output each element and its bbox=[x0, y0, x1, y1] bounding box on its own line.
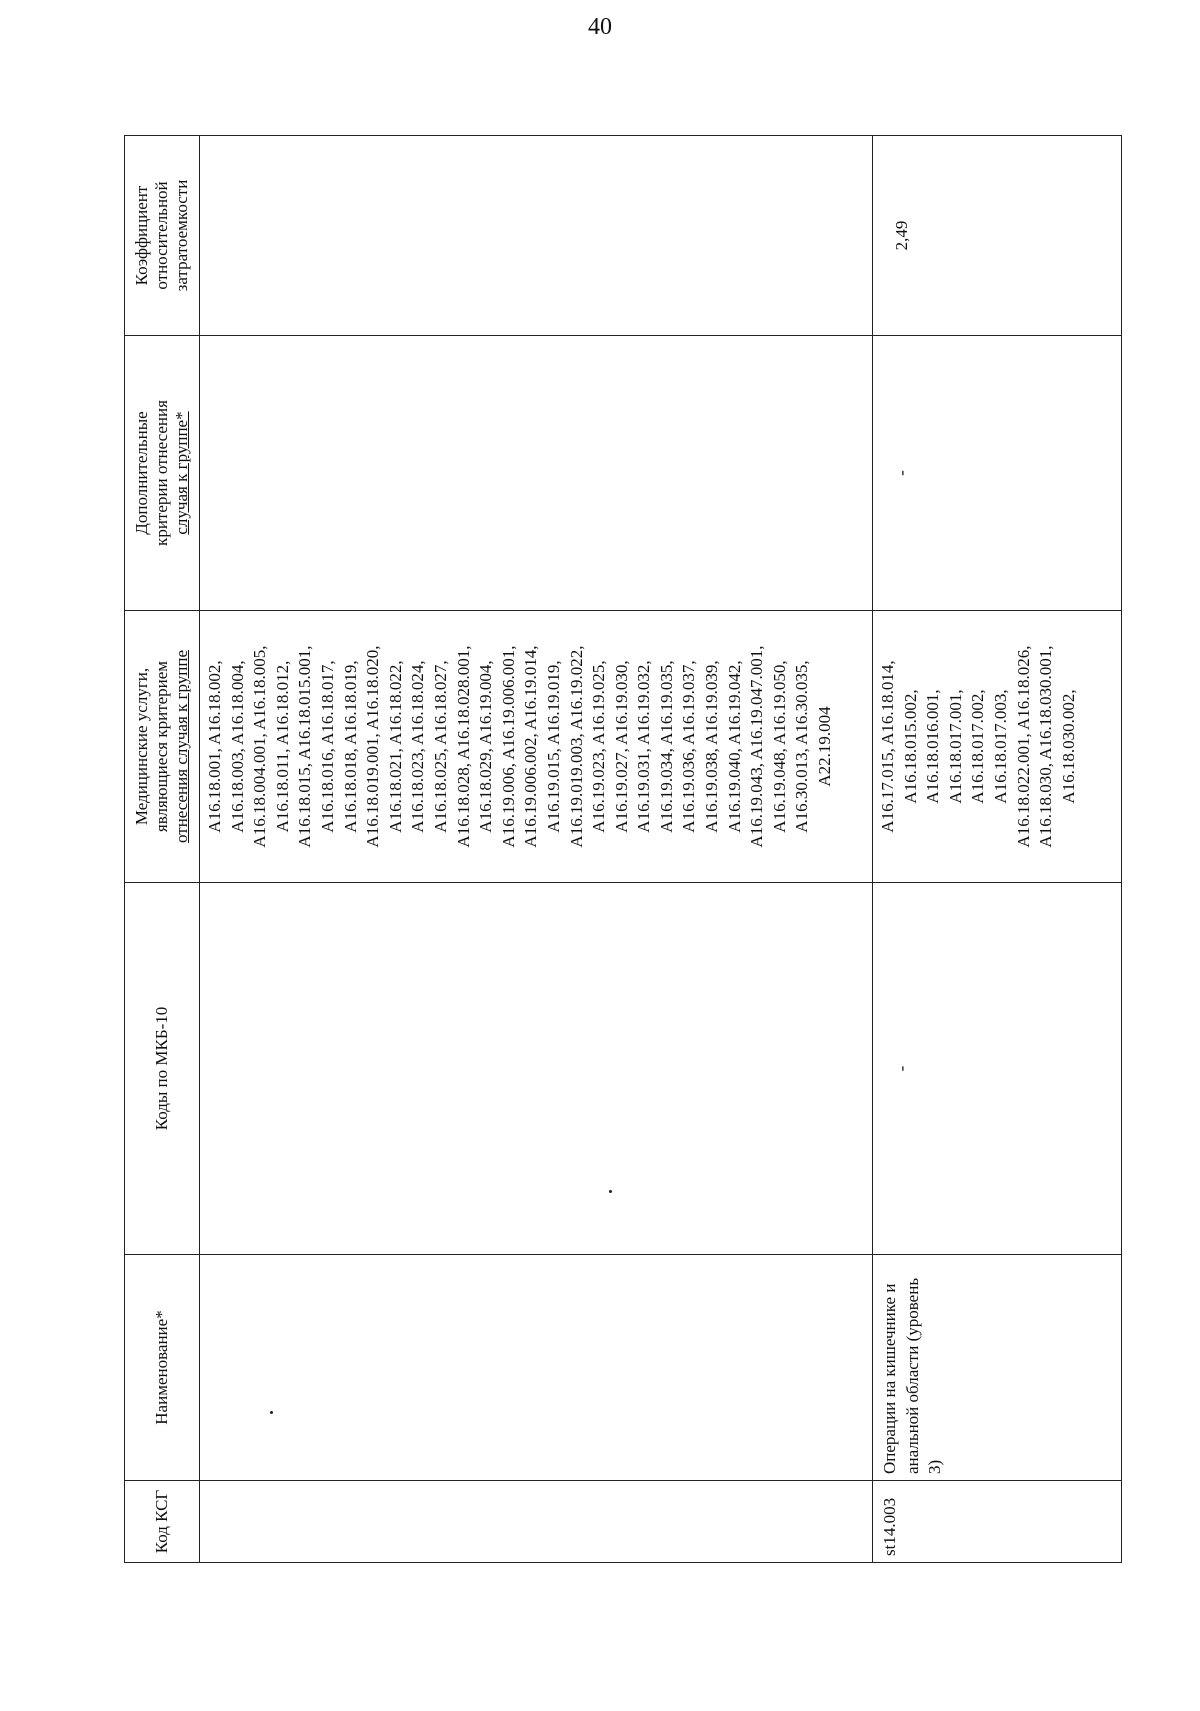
service-code-line: A16.18.001, A16.18.002, bbox=[205, 660, 224, 833]
table-row bbox=[200, 136, 873, 1563]
service-code-line: A16.18.016.001, bbox=[923, 689, 943, 804]
service-code-line: A16.18.017.001, bbox=[945, 689, 965, 804]
cell-coef bbox=[200, 136, 873, 336]
header-coef bbox=[125, 136, 200, 336]
header-coef-line: затратоемкости bbox=[172, 179, 191, 292]
header-criteria-line: случая к группе* bbox=[172, 411, 191, 535]
service-code-line: A16.18.025, A16.18.027, bbox=[430, 660, 450, 833]
table-row bbox=[873, 136, 1122, 1563]
service-code-line: A22.19.004 bbox=[815, 706, 835, 787]
header-criteria-line: Дополнительные bbox=[132, 411, 151, 535]
header-name: Наименование* bbox=[125, 1255, 200, 1481]
cell-code bbox=[200, 1481, 873, 1563]
service-code-line: A16.19.015, A16.19.019, bbox=[543, 660, 563, 833]
rotated-table-wrapper bbox=[124, 136, 1082, 1563]
service-code-line: A16.19.023, A16.19.025, bbox=[589, 660, 609, 833]
cell-mkb: - bbox=[873, 883, 1122, 1255]
service-code-line: A16.19.040, A16.19.042, bbox=[724, 660, 744, 833]
service-code-line: A16.17.015, A16.18.014, bbox=[878, 660, 897, 833]
scan-speck bbox=[270, 1411, 273, 1414]
service-code-line: A16.18.016, A16.18.017, bbox=[317, 660, 337, 833]
header-services-line: отнесения случая к группе bbox=[172, 649, 191, 844]
cell-code: st14.003 bbox=[873, 1481, 1122, 1563]
service-code-line: A16.18.017.002, bbox=[968, 689, 988, 804]
service-code-line: A16.18.030, A16.18.030.001, bbox=[1036, 645, 1056, 848]
service-code-line: A16.19.043, A16.19.047.001, bbox=[747, 645, 767, 848]
header-code: Код КСГ bbox=[125, 1481, 200, 1563]
service-code-line: A16.19.031, A16.19.032, bbox=[634, 660, 654, 833]
cell-mkb bbox=[200, 883, 873, 1255]
service-code-line: A16.18.018, A16.18.019, bbox=[340, 660, 360, 833]
header-criteria-line: критерии отнесения bbox=[152, 400, 171, 546]
cell-criteria: - bbox=[873, 336, 1122, 611]
service-code-line: A16.19.006, A16.19.006.001, bbox=[498, 645, 518, 848]
service-code-line: A16.18.015, A16.18.015.001, bbox=[295, 645, 315, 848]
service-code-line: A16.19.027, A16.19.030, bbox=[611, 660, 631, 833]
scan-speck bbox=[609, 1190, 612, 1193]
service-code-line: A16.18.015.002, bbox=[900, 689, 920, 804]
service-code-line: A16.18.004.001, A16.18.005, bbox=[250, 645, 270, 848]
cell-services bbox=[200, 611, 873, 883]
service-code-line: A16.18.011, A16.18.012, bbox=[272, 660, 292, 833]
service-code-line: A16.18.019.001, A16.18.020, bbox=[363, 645, 383, 848]
header-mkb: Коды по МКБ-10 bbox=[125, 883, 200, 1255]
service-code-line: A16.19.006.002, A16.19.014, bbox=[521, 645, 541, 848]
service-code-line: A16.18.030.002, bbox=[1058, 689, 1078, 804]
ksg-table bbox=[124, 135, 1122, 1563]
service-code-line: A16.19.019.003, A16.19.022, bbox=[566, 645, 586, 848]
service-code-line: A16.18.028, A16.18.028.001, bbox=[453, 645, 473, 848]
service-code-line: A16.19.036, A16.19.037, bbox=[679, 660, 699, 833]
header-coef-line: относительной bbox=[152, 181, 171, 290]
header-services-line: являющиеся критерием bbox=[152, 660, 171, 833]
service-code-line: A16.30.013, A16.30.035, bbox=[792, 660, 812, 833]
service-code-line: A16.19.038, A16.19.039, bbox=[702, 660, 722, 833]
header-services bbox=[125, 611, 200, 883]
table-header-row bbox=[125, 136, 200, 1563]
service-code-line: A16.18.017.003, bbox=[990, 689, 1010, 804]
cell-services bbox=[873, 611, 1122, 883]
service-code-line: A16.18.029, A16.19.004, bbox=[476, 660, 496, 833]
cell-name bbox=[200, 1255, 873, 1481]
cell-criteria bbox=[200, 336, 873, 611]
service-code-line: A16.19.034, A16.19.035, bbox=[656, 660, 676, 833]
page-number: 40 bbox=[588, 14, 612, 40]
service-code-line: A16.18.022.001, A16.18.026, bbox=[1013, 645, 1033, 848]
service-code-line: A16.19.048, A16.19.050, bbox=[769, 660, 789, 833]
service-code-line: A16.18.023, A16.18.024, bbox=[408, 660, 428, 833]
service-code-line: A16.18.003, A16.18.004, bbox=[227, 660, 247, 833]
service-code-line: A16.18.021, A16.18.022, bbox=[385, 660, 405, 833]
header-services-line: Медицинские услуги, bbox=[132, 667, 151, 826]
cell-coef: 2,49 bbox=[873, 136, 1122, 336]
header-criteria bbox=[125, 336, 200, 611]
header-coef-line: Коэффициент bbox=[132, 185, 151, 286]
cell-name: Операции на кишечнике и анальной области (уровень 3) bbox=[873, 1255, 1122, 1481]
